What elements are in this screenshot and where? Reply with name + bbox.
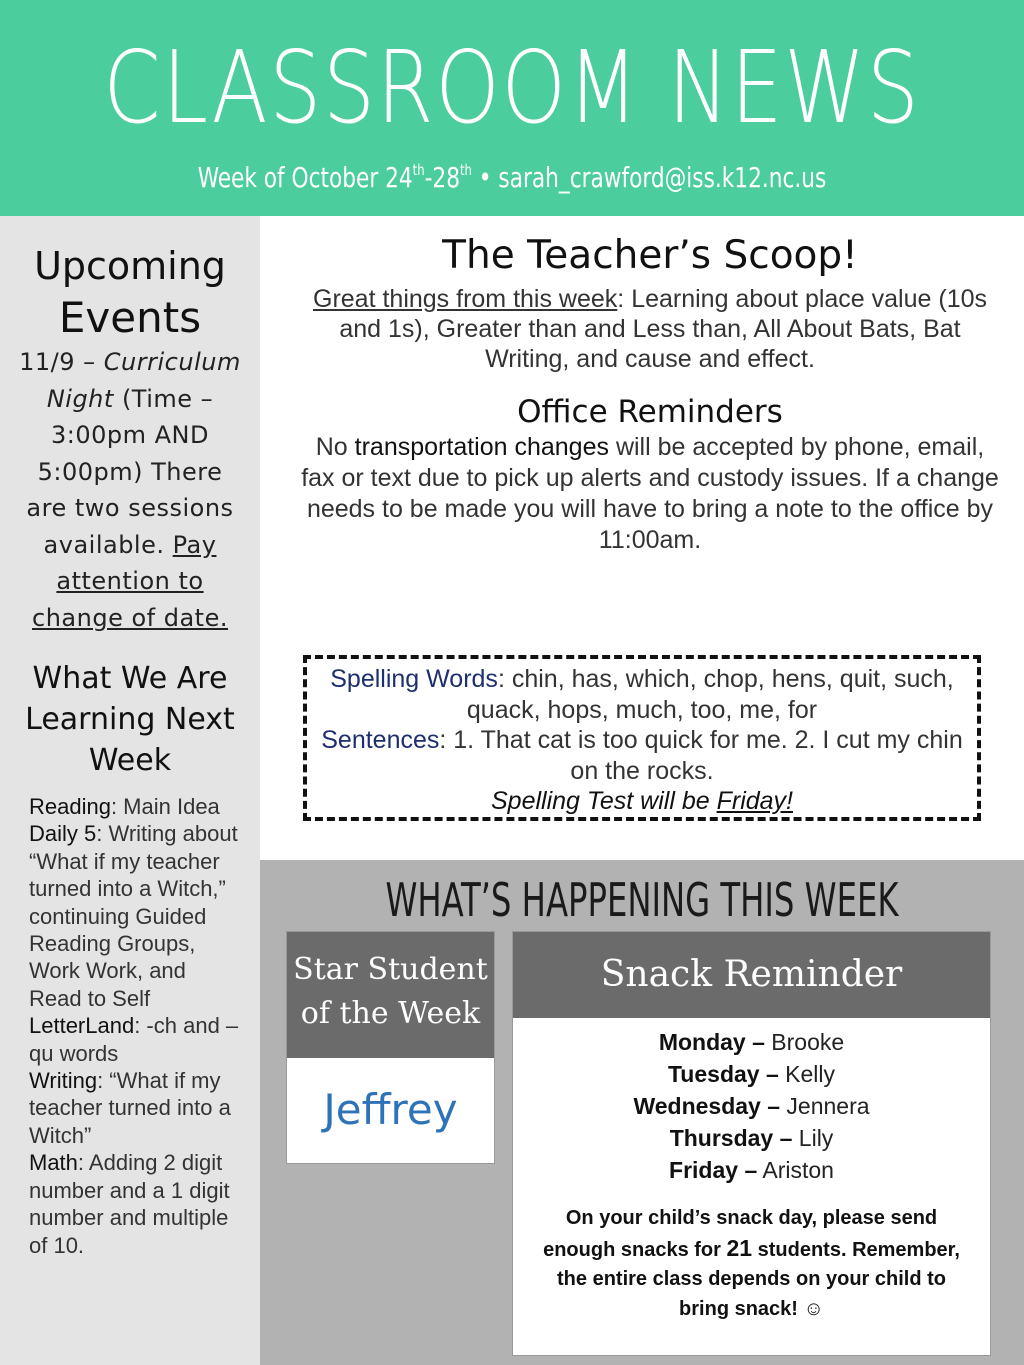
snack-reminder-card (512, 931, 991, 1356)
snack-day: Friday – (669, 1157, 758, 1183)
snack-note (539, 1204, 964, 1324)
header-banner (0, 0, 1024, 216)
star-line1: Star Student (293, 952, 488, 987)
event-attention: Pay attention to change of date. (32, 530, 228, 632)
event-name: Curriculum Night (46, 348, 241, 413)
upcoming-line2: Events (58, 293, 202, 342)
learning-text: : Main Idea (110, 794, 220, 819)
learning-key: Writing (29, 1068, 98, 1094)
learning-text: : -ch and –qu words (29, 1013, 239, 1066)
learning-title: What We Are Learning Next Week (25, 661, 235, 778)
office-reminders (300, 392, 1000, 556)
learning-text: : “What if my teacher turned into a Witch” (29, 1068, 231, 1148)
scoop-body: : Learning about place value (10s and 1s), Greater than and Less than, All About Bats, Bat Writing, and cause and effect. (339, 285, 987, 373)
scoop-text (300, 284, 1000, 374)
snack-name: Ariston (757, 1157, 834, 1183)
spelling-test-pre: Spelling Test will be (491, 787, 717, 815)
suffix-th: th (412, 161, 425, 179)
event-time-post: ) (133, 457, 143, 486)
office-pre: No (315, 433, 355, 461)
snack-days-list (513, 1026, 990, 1186)
event-time: 3:00pm AND 5:00pm (37, 421, 209, 486)
newsletter-title: CLASSROOM NEWS (103, 29, 921, 146)
event-sessions: There are two sessions available. (26, 457, 234, 559)
learning-key: Reading (29, 794, 111, 819)
learning-key: Math (29, 1150, 78, 1176)
snack-student-count: 21 (726, 1234, 753, 1261)
snack-name: Kelly (778, 1061, 836, 1087)
suffix-th: th (459, 161, 472, 179)
upcoming-events-title (0, 240, 260, 344)
snack-day: Tuesday – (667, 1061, 779, 1087)
snack-note-pre: On your child’s snack day, please send enough snacks for (543, 1207, 938, 1261)
snack-name: Jennera (780, 1093, 870, 1119)
learning-key: LetterLand (29, 1013, 135, 1039)
snack-day: Thursday – (669, 1125, 793, 1151)
star-student-header (287, 932, 494, 1058)
office-text (300, 432, 1000, 556)
sentences: : 1. That cat is too quick for me. 2. I cut my chin on the rocks. (439, 726, 963, 785)
spelling-test (491, 787, 793, 815)
week-dash: -28 (424, 161, 460, 194)
teachers-scoop (300, 230, 1000, 374)
snack-day-row (513, 1122, 990, 1154)
learning-item (29, 1150, 230, 1257)
learning-text: : Writing about “What if my teacher turned into a Witch,” continuing Guided Reading Groups, Work Work, and Read to Self (29, 821, 238, 1011)
sidebar (0, 216, 260, 1365)
happening-title: WHAT’S HAPPENING THIS WEEK (385, 873, 899, 927)
snack-day-row (513, 1026, 990, 1058)
learning-item (29, 794, 220, 819)
office-key: transportation changes (354, 433, 609, 461)
snack-note-post: students. Remember, the entire class depends on your child to bring snack! ☺ (557, 1238, 960, 1320)
week-and-email (72, 150, 953, 198)
office-title: Office Reminders (517, 394, 783, 430)
snack-day-row (513, 1090, 990, 1122)
event-time-pre: (Time – (113, 384, 214, 413)
scoop-lead: Great things from this week (313, 285, 618, 313)
snack-day: Monday – (658, 1029, 765, 1055)
office-body: will be accepted by phone, email, fax or text due to pick up alerts and custody issues. If a change needs to be made you will have to bring a note to the office by 11:00am. (301, 433, 999, 554)
snack-reminder-header: Snack Reminder (513, 932, 990, 1018)
scoop-title: The Teacher’s Scoop! (442, 233, 858, 278)
snack-name: Brooke (764, 1029, 845, 1055)
star-line2: of the Week (300, 996, 481, 1031)
learning-item (29, 1068, 231, 1148)
sentences-label: Sentences (321, 726, 440, 754)
learning-item (29, 1013, 238, 1065)
snack-name: Lily (792, 1125, 834, 1151)
spelling-test-day: Friday! (716, 787, 793, 815)
spelling-words: : chin, has, which, chop, hens, quit, such, quack, hops, much, too, me, for (466, 665, 954, 724)
spelling-box (303, 655, 981, 821)
event-date: 11/9 – (19, 348, 104, 376)
event-item (14, 344, 246, 636)
happening-section (260, 860, 1024, 1365)
learning-item (29, 821, 238, 1010)
week-prefix: Week of October 24 (197, 161, 413, 194)
star-student-name: Jeffrey (323, 1085, 458, 1134)
snack-day-row (513, 1154, 990, 1186)
snack-day: Wednesday – (633, 1093, 781, 1119)
star-student-card (286, 931, 495, 1164)
learning-list (29, 793, 240, 1259)
spelling-words-label: Spelling Words (330, 665, 498, 693)
upcoming-line1: Upcoming (34, 244, 226, 288)
learning-text: : Adding 2 digit number and a 1 digit number and multiple of 10. (29, 1150, 230, 1258)
snack-day-row (513, 1058, 990, 1090)
teacher-email[interactable]: • sarah_crawford@iss.k12.nc.us (471, 161, 827, 194)
learning-key: Daily 5 (29, 821, 97, 847)
